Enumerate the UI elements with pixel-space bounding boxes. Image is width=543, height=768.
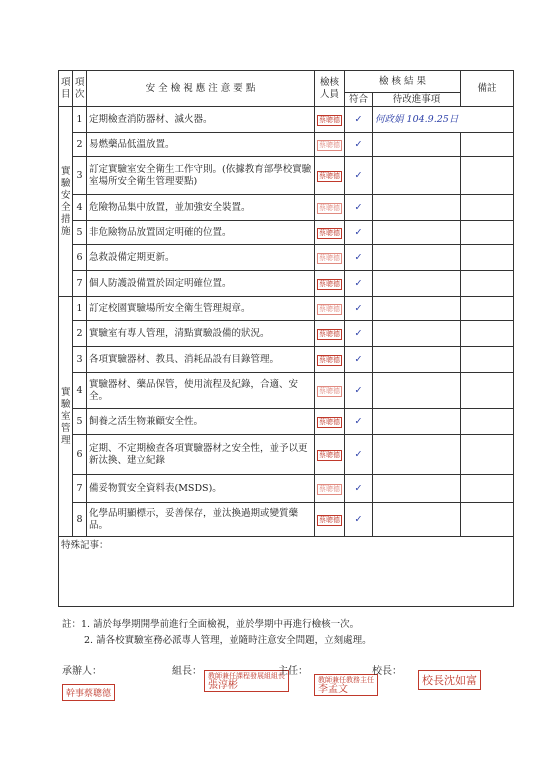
leader-stamp-name: 張淳彬 bbox=[208, 680, 238, 691]
inspector-stamp: 蔡聰德 bbox=[319, 171, 340, 180]
row-number: 3 bbox=[73, 347, 87, 373]
check-mark: ✓ bbox=[345, 271, 373, 297]
check-mark: ✓ bbox=[345, 245, 373, 271]
leader-label: 組長： bbox=[172, 666, 202, 677]
principal-label: 校長： bbox=[372, 666, 402, 677]
check-mark: ✓ bbox=[345, 157, 373, 195]
row-text: 易燃藥品低溫放置。 bbox=[87, 133, 315, 157]
row-number: 7 bbox=[73, 475, 87, 503]
row-text: 化學品明顯標示，妥善保存，並汰換過期或變質藥品。 bbox=[87, 503, 315, 537]
header-inspector: 檢核人員 bbox=[315, 71, 345, 107]
header-result: 檢 核 結 果 bbox=[345, 71, 461, 93]
director-stamp-title: 教師兼任教務主任 bbox=[318, 676, 374, 684]
row-text: 備妥物質安全資料表(MSDS)。 bbox=[87, 475, 315, 503]
row-number: 2 bbox=[73, 321, 87, 347]
row-text: 各項實驗器材、教具、消耗品設有目錄管理。 bbox=[87, 347, 315, 373]
inspector-stamp: 蔡聰德 bbox=[319, 203, 340, 212]
director-stamp-name: 李孟文 bbox=[318, 684, 348, 695]
row-text: 實驗室有專人管理，清點實驗設備的狀況。 bbox=[87, 321, 315, 347]
row-text: 危險物品集中放置，並加強安全裝置。 bbox=[87, 195, 315, 221]
special-notes-cell bbox=[59, 537, 514, 607]
header-points: 安 全 檢 視 應 注 意 要 點 bbox=[87, 71, 315, 107]
check-mark: ✓ bbox=[345, 133, 373, 157]
header-improve: 待改進事項 bbox=[373, 93, 461, 107]
check-mark: ✓ bbox=[345, 107, 373, 133]
check-mark: ✓ bbox=[345, 347, 373, 373]
handler-label: 承辦人： bbox=[62, 666, 102, 677]
row-number: 2 bbox=[73, 133, 87, 157]
section-title: 實驗安全措施 bbox=[59, 107, 73, 297]
row-text: 非危險物品放置固定明確的位置。 bbox=[87, 221, 315, 245]
row-number: 7 bbox=[73, 271, 87, 297]
check-mark: ✓ bbox=[345, 373, 373, 409]
row-text: 個人防護設備置於固定明確位置。 bbox=[87, 271, 315, 297]
leader-stamp bbox=[204, 670, 289, 692]
inspector-stamp: 蔡聰德 bbox=[319, 450, 340, 459]
inspector-stamp: 蔡聰德 bbox=[319, 115, 340, 124]
row-number: 6 bbox=[73, 245, 87, 271]
footnote-prefix: 註： bbox=[62, 619, 82, 630]
check-mark: ✓ bbox=[345, 221, 373, 245]
row-text: 訂定實驗室安全衛生工作守則。(依據教育部學校實驗室場所安全衛生管理要點) bbox=[87, 157, 315, 195]
inspector-stamp: 蔡聰德 bbox=[319, 417, 340, 426]
check-mark: ✓ bbox=[345, 297, 373, 321]
special-notes-label: 特殊記事： bbox=[61, 540, 109, 551]
inspector-stamp: 蔡聰德 bbox=[319, 279, 340, 288]
inspector-stamp: 蔡聰德 bbox=[319, 253, 340, 262]
inspector-stamp: 蔡聰德 bbox=[319, 515, 340, 524]
row-text: 急救設備定期更新。 bbox=[87, 245, 315, 271]
inspector-stamp: 蔡聰德 bbox=[319, 228, 340, 237]
check-mark: ✓ bbox=[345, 195, 373, 221]
footnotes bbox=[62, 616, 359, 630]
row-text: 實驗器材、藥品保管，使用流程及紀錄，合適、安全。 bbox=[87, 373, 315, 409]
footnote-2: 2. 請各校實驗室務必派專人管理，並隨時注意安全問題，立刻處理。 bbox=[84, 635, 372, 646]
row-number: 5 bbox=[73, 409, 87, 435]
row-text: 訂定校園實驗場所安全衛生管理規章。 bbox=[87, 297, 315, 321]
row-number: 4 bbox=[73, 195, 87, 221]
inspection-table bbox=[58, 70, 514, 607]
footnote-1: 1. 請於每學期開學前進行全面檢視，並於學期中再進行檢核一次。 bbox=[81, 619, 360, 630]
leader-stamp-title: 教師兼任課程發展組組長 bbox=[208, 672, 285, 680]
row-number: 5 bbox=[73, 221, 87, 245]
check-mark: ✓ bbox=[345, 435, 373, 475]
handler-stamp: 幹事蔡聰德 bbox=[62, 684, 115, 701]
row-number: 1 bbox=[73, 107, 87, 133]
header-item: 項目 bbox=[59, 71, 73, 107]
row-text: 定期檢查消防器材、滅火器。 bbox=[87, 107, 315, 133]
handwritten-note: 何政娟 104.9.25日 bbox=[373, 107, 514, 133]
check-mark: ✓ bbox=[345, 475, 373, 503]
check-mark: ✓ bbox=[345, 409, 373, 435]
row-number: 6 bbox=[73, 435, 87, 475]
row-number: 3 bbox=[73, 157, 87, 195]
row-text: 飼養之活生物兼顧安全性。 bbox=[87, 409, 315, 435]
header-number: 項次 bbox=[73, 71, 87, 107]
inspector-stamp: 蔡聰德 bbox=[319, 386, 340, 395]
inspector-stamp: 蔡聰德 bbox=[319, 304, 340, 313]
principal-stamp: 校長沈如富 bbox=[418, 670, 481, 690]
inspector-stamp: 蔡聰德 bbox=[319, 355, 340, 364]
inspector-stamp: 蔡聰德 bbox=[319, 140, 340, 149]
section-title: 實驗室管理 bbox=[59, 297, 73, 537]
row-number: 8 bbox=[73, 503, 87, 537]
row-number: 1 bbox=[73, 297, 87, 321]
inspector-stamp: 蔡聰德 bbox=[319, 329, 340, 338]
check-mark: ✓ bbox=[345, 503, 373, 537]
row-number: 4 bbox=[73, 373, 87, 409]
row-text: 定期、不定期檢查各項實驗器材之安全性，並予以更新汰換、建立紀錄 bbox=[87, 435, 315, 475]
inspector-stamp: 蔡聰德 bbox=[319, 484, 340, 493]
director-label: 主任： bbox=[278, 666, 308, 677]
header-conform: 符合 bbox=[345, 93, 373, 107]
check-mark: ✓ bbox=[345, 321, 373, 347]
header-remarks: 備註 bbox=[461, 71, 514, 107]
director-stamp bbox=[314, 674, 378, 696]
